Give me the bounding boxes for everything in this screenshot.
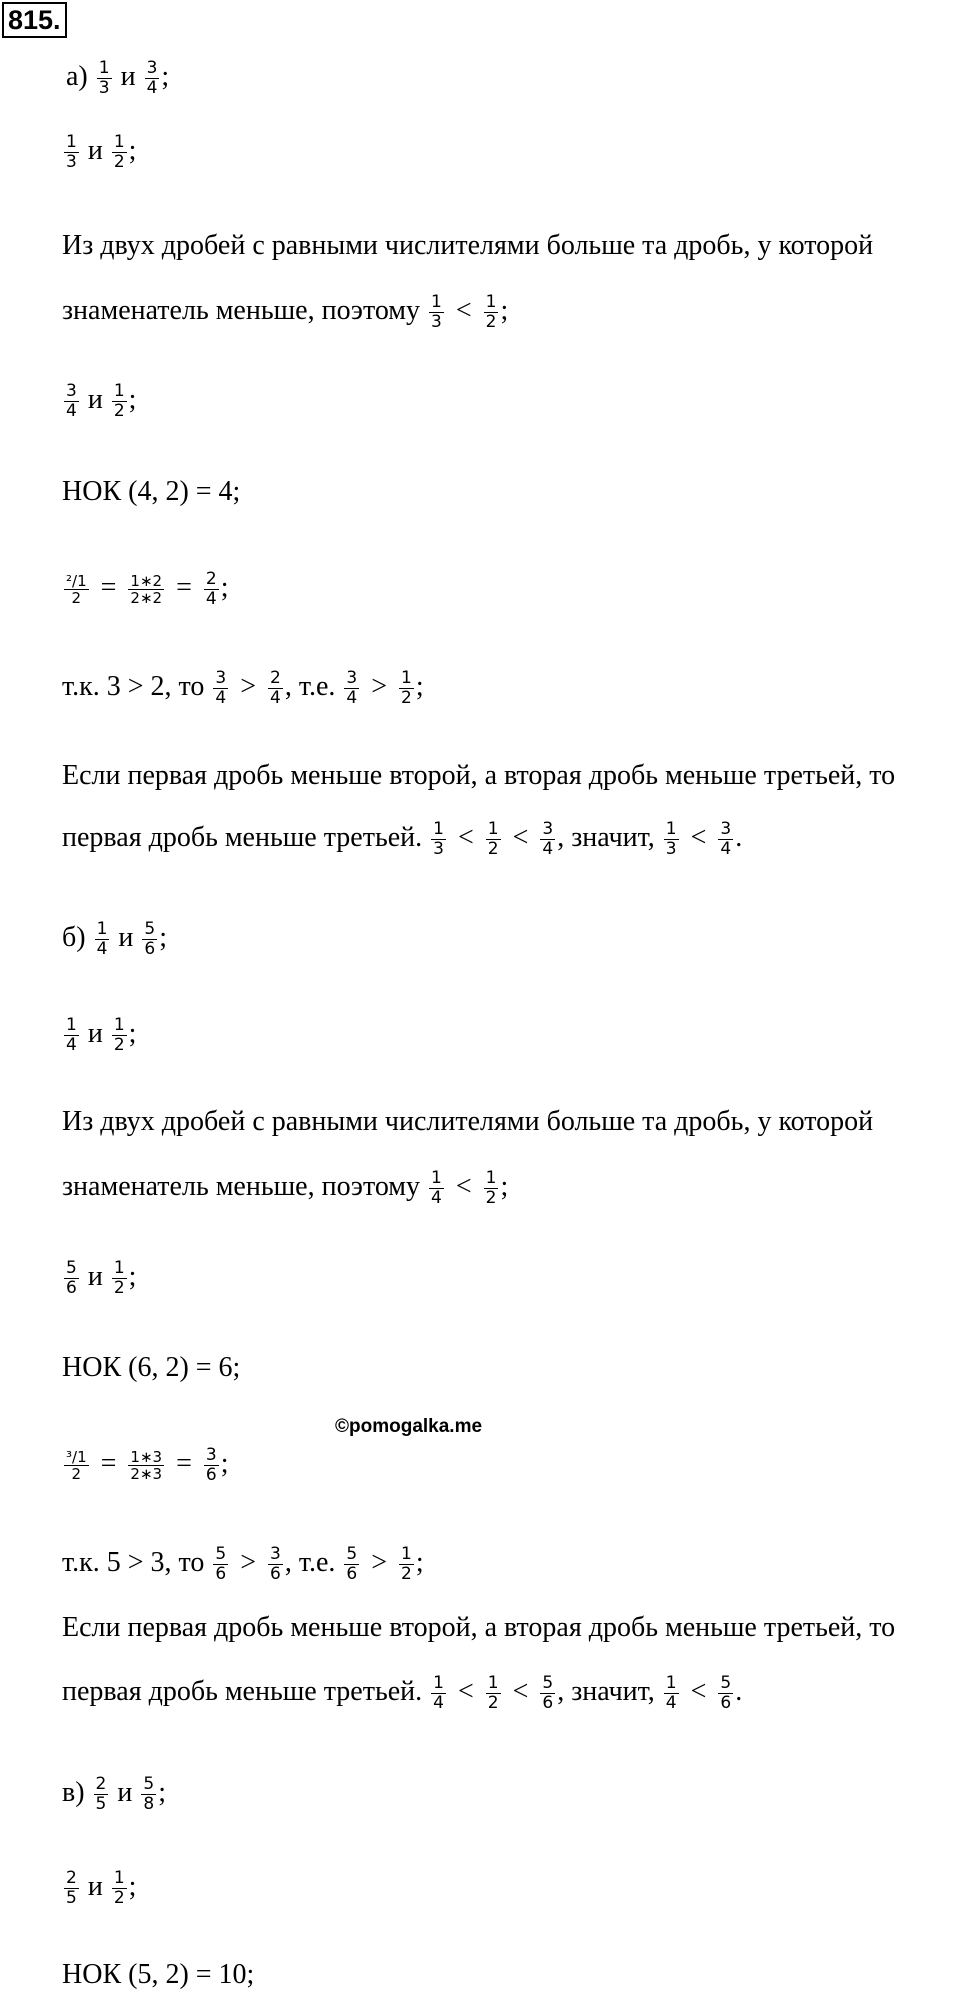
text-segment: первая дробь меньше третьей. (62, 1676, 430, 1707)
text-segment: . (735, 822, 743, 853)
fraction (142, 920, 157, 958)
math-operator: > (364, 1547, 395, 1578)
fraction-numerator: 5 (720, 1673, 732, 1694)
math-operator: < (448, 1171, 479, 1202)
solution-line (62, 568, 228, 609)
text-segment: Если первая дробь меньше второй, а вторая дробь меньше третьей, то (62, 760, 896, 791)
solution-line (62, 380, 136, 421)
fraction-denominator: 2∗3 (130, 1465, 163, 1484)
fraction (64, 573, 89, 607)
fraction-denominator: 3 (431, 312, 442, 333)
solution-line (62, 1867, 136, 1908)
fraction (718, 1674, 733, 1712)
fraction-denominator: 2 (487, 839, 499, 860)
solution-line (62, 1773, 166, 1814)
fraction-numerator: 2 (270, 668, 281, 689)
fraction (431, 1674, 446, 1712)
fraction-numerator: 1 (113, 1015, 125, 1036)
fraction-denominator: 8 (143, 1794, 155, 1815)
text-segment: . (735, 1676, 743, 1707)
fraction-denominator: 4 (542, 839, 554, 860)
solution-line (62, 756, 895, 796)
text-segment: и (80, 135, 110, 166)
fraction-numerator: 3 (542, 819, 554, 840)
fraction (540, 820, 555, 858)
math-operator: = (93, 1448, 124, 1479)
solution-line (62, 1672, 742, 1713)
math-operator: > (233, 1547, 264, 1578)
watermark: ©pomogalka.me (335, 1416, 483, 1437)
fraction-numerator: 1 (431, 1168, 442, 1189)
fraction (128, 573, 164, 607)
fraction-numerator: 3 (215, 668, 227, 689)
fraction-numerator: 1 (665, 819, 677, 840)
fraction-numerator: 3 (205, 1445, 217, 1466)
fraction-numerator: 1 (401, 1544, 412, 1565)
fraction-denominator: 6 (205, 1465, 217, 1486)
fraction-numerator: 1∗3 (130, 1447, 163, 1466)
solution-line (62, 818, 742, 859)
fraction (429, 1169, 444, 1207)
math-operator: < (683, 822, 714, 853)
solution-line (62, 1257, 136, 1298)
text-segment: НОК (6, 2) = 6; (62, 1352, 241, 1383)
fraction-denominator: 6 (144, 939, 156, 960)
fraction (64, 1449, 89, 1483)
fraction-numerator: 5 (144, 919, 156, 940)
text-segment: , т.е. (284, 1547, 343, 1578)
text-segment: ; (128, 384, 137, 415)
fraction-denominator: 4 (270, 688, 281, 709)
fraction-denominator: 5 (95, 1794, 107, 1815)
fraction-denominator: 2 (401, 688, 412, 709)
solution-line (62, 1608, 895, 1648)
text-segment: в) (62, 1777, 92, 1808)
fraction-denominator: 2∗2 (130, 589, 163, 608)
fraction-denominator: 3 (433, 839, 444, 860)
math-operator: < (505, 822, 536, 853)
fraction-denominator: 6 (542, 1693, 554, 1714)
text-segment: б) (62, 922, 93, 953)
fraction-denominator: 4 (146, 78, 158, 99)
fraction-denominator: 2 (64, 1465, 89, 1483)
fraction (431, 820, 446, 858)
text-segment: ; (161, 61, 170, 92)
fraction-numerator: 1 (98, 58, 110, 79)
text-segment: и (80, 1261, 110, 1292)
fraction-denominator: 4 (433, 1693, 444, 1714)
text-segment: т.к. 5 > 3, то (62, 1547, 212, 1578)
fraction (484, 1169, 499, 1207)
solution-line (62, 1955, 254, 1995)
fraction-denominator: 6 (66, 1278, 77, 1299)
fraction (64, 1016, 79, 1054)
fraction-numerator: 1 (113, 132, 125, 153)
fraction-denominator: 5 (66, 1888, 77, 1909)
math-operator: = (169, 1448, 199, 1479)
fraction-denominator: 2 (113, 1888, 125, 1909)
solution-line (62, 131, 136, 172)
fraction (97, 59, 112, 97)
fraction-numerator: 1 (401, 668, 412, 689)
fraction-numerator: 1 (485, 292, 497, 313)
fraction (204, 570, 219, 608)
fraction-numerator: 1 (665, 1673, 677, 1694)
solution-line (62, 667, 424, 708)
fraction (664, 820, 679, 858)
solution-line (62, 1444, 228, 1485)
text-segment: ; (415, 671, 424, 702)
solution-line (62, 1102, 873, 1142)
fraction-denominator: 6 (720, 1693, 732, 1714)
fraction-denominator: 3 (98, 78, 110, 99)
fraction-denominator: 2 (401, 1564, 412, 1585)
fraction-denominator: 4 (431, 1188, 442, 1209)
fraction-numerator: 1 (433, 819, 444, 840)
fraction-denominator: 2 (113, 1035, 125, 1056)
fraction (141, 1775, 156, 1813)
math-operator: < (450, 822, 481, 853)
fraction (344, 1545, 359, 1583)
fraction-numerator: 1 (113, 1258, 125, 1279)
fraction-numerator: 1 (431, 292, 442, 313)
solution-line (62, 1543, 424, 1584)
fraction-denominator: 4 (215, 688, 227, 709)
text-segment: ; (128, 135, 137, 166)
fraction (94, 1775, 109, 1813)
text-segment: ; (128, 1261, 137, 1292)
fraction-denominator: 6 (215, 1564, 227, 1585)
fraction (268, 669, 283, 707)
fraction (204, 1446, 219, 1484)
solution-line (66, 57, 169, 98)
solution-line (62, 1014, 136, 1055)
fraction (344, 669, 359, 707)
fraction (64, 1259, 79, 1297)
fraction (112, 133, 127, 171)
text-segment: НОК (4, 2) = 4; (62, 476, 241, 507)
text-segment: а) (66, 61, 95, 92)
text-segment: ; (128, 1018, 137, 1049)
fraction (112, 1869, 127, 1907)
fraction (540, 1674, 555, 1712)
text-segment: , значит, (557, 822, 662, 853)
fraction (399, 1545, 414, 1583)
fraction-denominator: 6 (270, 1564, 281, 1585)
fraction (213, 1545, 228, 1583)
text-segment: Если первая дробь меньше второй, а вторая дробь меньше третьей, то (62, 1612, 896, 1643)
fraction-denominator: 4 (66, 1035, 77, 1056)
fraction-denominator: 4 (66, 401, 77, 422)
text-segment: ; (500, 1171, 509, 1202)
fraction-numerator: 1 (433, 1673, 444, 1694)
fraction (95, 920, 110, 958)
fraction-numerator: 5 (143, 1774, 155, 1795)
fraction-denominator: 4 (346, 688, 358, 709)
fraction (718, 820, 733, 858)
fraction-numerator: 3 (270, 1544, 281, 1565)
text-segment: и (80, 1871, 110, 1902)
math-operator: < (448, 295, 479, 326)
fraction-numerator: 1 (113, 381, 125, 402)
text-segment: знаменатель меньше, поэтому (62, 295, 427, 326)
math-operator: = (169, 572, 199, 603)
fraction (429, 293, 444, 331)
text-segment: ; (220, 572, 229, 603)
fraction (112, 1259, 127, 1297)
solution-line (62, 918, 167, 959)
fraction-numerator: 3 (66, 381, 77, 402)
fraction-numerator: 5 (542, 1673, 554, 1694)
text-segment: ; (128, 1871, 137, 1902)
fraction-numerator: 2 (205, 569, 217, 590)
text-segment: ; (159, 922, 167, 953)
fraction-denominator: 2 (113, 152, 125, 173)
fraction-denominator: 2 (485, 312, 497, 333)
fraction-numerator: 1 (487, 819, 499, 840)
fraction (145, 59, 160, 97)
math-operator: < (450, 1676, 481, 1707)
math-operator: = (93, 572, 124, 603)
fraction-denominator: 4 (665, 1693, 677, 1714)
fraction-numerator: 1 (113, 1868, 125, 1889)
fraction (268, 1545, 283, 1583)
solution-line (62, 226, 873, 266)
fraction-numerator: 2 (66, 1868, 77, 1889)
text-segment: НОК (5, 2) = 10; (62, 1959, 255, 1990)
fraction-numerator: 1 (66, 132, 77, 153)
problem-number: 815. (2, 2, 67, 38)
fraction (112, 1016, 127, 1054)
text-segment: первая дробь меньше третьей. (62, 822, 430, 853)
fraction-numerator: ²/1 (66, 571, 87, 590)
text-segment: , т.е. (284, 671, 343, 702)
text-segment: , значит, (557, 1676, 662, 1707)
fraction-denominator: 2 (485, 1188, 497, 1209)
fraction-numerator: 3 (146, 58, 158, 79)
fraction-numerator: 3 (346, 668, 358, 689)
fraction (486, 1674, 501, 1712)
text-segment: Из двух дробей с равными числителями больше та дробь, у которой (62, 1106, 874, 1137)
text-segment: и (80, 384, 110, 415)
fraction-numerator: 1 (96, 919, 108, 940)
fraction-denominator: 2 (113, 401, 125, 422)
fraction-numerator: 1∗2 (130, 571, 163, 590)
fraction-numerator: ³/1 (66, 1447, 87, 1466)
fraction (128, 1449, 164, 1483)
text-segment: ; (500, 295, 509, 326)
fraction (64, 1869, 79, 1907)
solution-line (62, 1167, 508, 1208)
text-segment: Из двух дробей с равными числителями больше та дробь, у которой (62, 230, 874, 261)
fraction-denominator: 2 (487, 1693, 499, 1714)
fraction-denominator: 2 (113, 1278, 125, 1299)
text-segment: и (113, 61, 143, 92)
text-segment: знаменатель меньше, поэтому (62, 1171, 427, 1202)
fraction (64, 133, 79, 171)
fraction (213, 669, 228, 707)
fraction (484, 293, 499, 331)
fraction (664, 1674, 679, 1712)
text-segment: ; (415, 1547, 424, 1578)
text-segment: и (110, 1777, 140, 1808)
fraction-denominator: 4 (205, 589, 217, 610)
fraction-denominator: 4 (96, 939, 108, 960)
text-segment: и (111, 922, 141, 953)
fraction-numerator: 2 (95, 1774, 107, 1795)
fraction-numerator: 5 (346, 1544, 358, 1565)
text-segment: ; (220, 1448, 229, 1479)
fraction-numerator: 1 (487, 1673, 499, 1694)
fraction-numerator: 1 (485, 1168, 497, 1189)
math-operator: < (505, 1676, 536, 1707)
text-segment: т.к. 3 > 2, то (62, 671, 212, 702)
fraction (486, 820, 501, 858)
math-operator: > (233, 671, 264, 702)
fraction-denominator: 6 (346, 1564, 358, 1585)
fraction-numerator: 3 (720, 819, 732, 840)
solution-line (62, 472, 240, 512)
fraction (399, 669, 414, 707)
fraction-denominator: 3 (66, 152, 77, 173)
solution-line (62, 291, 508, 332)
fraction-denominator: 4 (720, 839, 732, 860)
text-segment: ; (158, 1777, 166, 1808)
math-operator: > (364, 671, 395, 702)
solution-line (62, 1348, 240, 1388)
fraction-denominator: 2 (64, 589, 89, 607)
fraction (64, 382, 79, 420)
fraction-denominator: 3 (665, 839, 677, 860)
math-operator: < (683, 1676, 714, 1707)
text-segment: и (80, 1018, 110, 1049)
fraction-numerator: 5 (66, 1258, 77, 1279)
fraction (112, 382, 127, 420)
fraction-numerator: 1 (66, 1015, 77, 1036)
fraction-numerator: 5 (215, 1544, 227, 1565)
